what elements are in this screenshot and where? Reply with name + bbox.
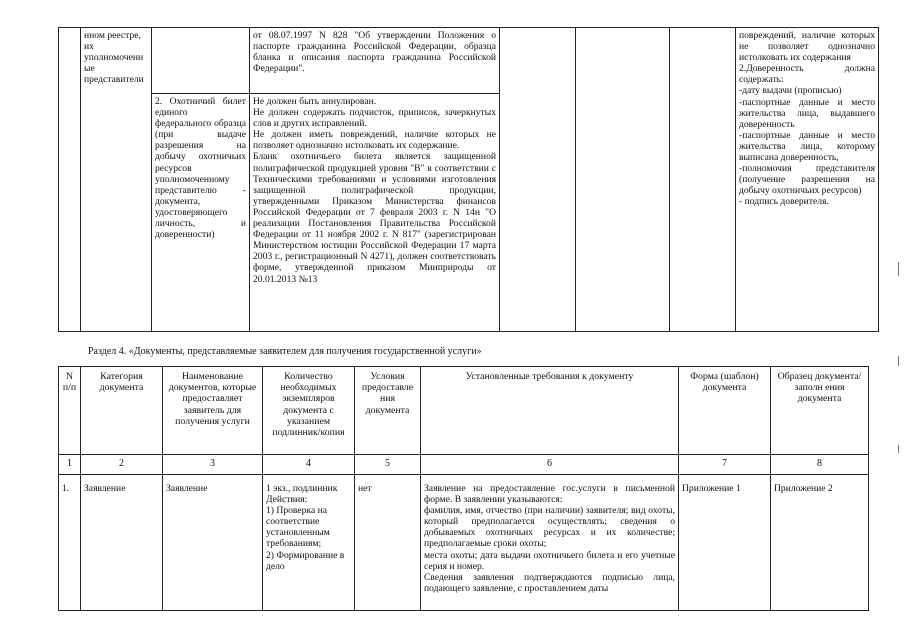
header-sample: Образец документа/заполн ения документа <box>771 367 869 455</box>
top-cell-2: нном реестре, их уполномоченн ые представители <box>81 28 152 332</box>
row-quantity: 1 экз., подлинник Действия: 1) Проверка на соответствие установленным требованиям; 2) Формирование в дело <box>263 475 355 611</box>
header-category: Категория документа <box>81 367 163 455</box>
column-number: 8 <box>771 455 869 475</box>
header-row <box>59 367 869 455</box>
header-form: Форма (шаблон) документа <box>679 367 771 455</box>
top-cell-3a <box>152 28 250 94</box>
row-sample: Приложение 2 <box>771 475 869 611</box>
table-row <box>59 475 869 611</box>
column-number: 5 <box>355 455 421 475</box>
column-number: 2 <box>81 455 163 475</box>
column-number: 7 <box>679 455 771 475</box>
scan-mark <box>898 262 903 276</box>
row-form: Приложение 1 <box>679 475 771 611</box>
row-num: 1. <box>59 475 81 611</box>
header-name: Наименование документов, которые предоставляет заявитель для получения услуги <box>163 367 263 455</box>
row-name: Заявление <box>163 475 263 611</box>
row-category: Заявление <box>81 475 163 611</box>
column-number: 6 <box>421 455 679 475</box>
top-cell-1 <box>59 28 81 332</box>
header-conditions: Условия предоставле ния документа <box>355 367 421 455</box>
header-requirements: Установленные требования к документу <box>421 367 679 455</box>
row-requirements: Заявление на предоставление гос.услуги в письменной форме. В заявлении указываются: фамилия, имя, отчество (при наличии) заявителя; вид охоты, который предполагается осуществлять; сведения о добываемых охотничьих ресурсах и их количестве; предполагаемые сроки охоты; места охоты; дата выдачи охотничьего билета и его учетные серия и номер. Сведения заявления подтверждаются подписью лица, подающего заявление, с проставлением даты <box>421 475 679 611</box>
top-cell-7 <box>670 28 736 332</box>
column-number: 3 <box>163 455 263 475</box>
top-cell-4b: Не должен быть аннулирован. Не должен содержать подчисток, приписок, зачеркнутых слов и других исправлений. Не должен иметь повреждений, наличие которых не позволяет однозначно истолковать их содержание. Бланк охотничьего билета является защищенной полиграфической продукцией уровня "В" в соответствии с Техническими требованиями и условиями изготовления защищенной полиграфической продукции, утвержденными Приказом Министерства финансов Российской Федерации от 7 февраля 2003 г. N 14н "О реализации Постановления Правительства Российской Федерации от 11 ноября 2002 г. N 817" (зарегистрирован Министерством юстиции Российской Федерации 17 марта 2003 г., регистрационный N 4271), должен соответствовать форме, утвержденной приказом Минприроды от 20.01.2013 №13 <box>250 94 500 332</box>
column-number-row <box>59 455 869 475</box>
documents-table <box>58 366 869 611</box>
top-cell-8: повреждений, наличие которых не позволяет однозначно истолковать их содержания 2.Доверенность должна содержать: -дату выдачи (прописью) -паспортные данные и место жительства лица, выдавшего доверенность -паспортные данные и место жительства лица, которому выписана доверенность, -полномочия представителя (получение разрешения на добычу охотничьих ресурсов) - подпись доверителя. <box>736 28 879 332</box>
scan-mark <box>898 356 903 366</box>
top-cell-5 <box>500 28 576 332</box>
column-number: 4 <box>263 455 355 475</box>
top-table <box>58 27 879 332</box>
top-cell-4a: от 08.07.1997 N 828 "Об утверждении Положения о паспорте гражданина Российской Федерации, образца бланка и описания паспорта гражданина Российской Федерации". <box>250 28 500 94</box>
header-quantity: Количество необходимых экземпляров документа с указанием подлинник/копия <box>263 367 355 455</box>
row-conditions: нет <box>355 475 421 611</box>
top-cell-6 <box>576 28 670 332</box>
section-title: Раздел 4. «Документы, представляемые заявителем для получения государственной услуги» <box>88 346 482 357</box>
column-number: 1 <box>59 455 81 475</box>
header-num: N п/п <box>59 367 81 455</box>
top-cell-3b: 2. Охотничий билет единого федерального образца (при выдаче разрешения на добычу охотничьих ресурсов уполномоченному представителю - документа, удостоверяющего личность, и доверенности) <box>152 94 250 332</box>
scan-mark <box>898 445 903 453</box>
